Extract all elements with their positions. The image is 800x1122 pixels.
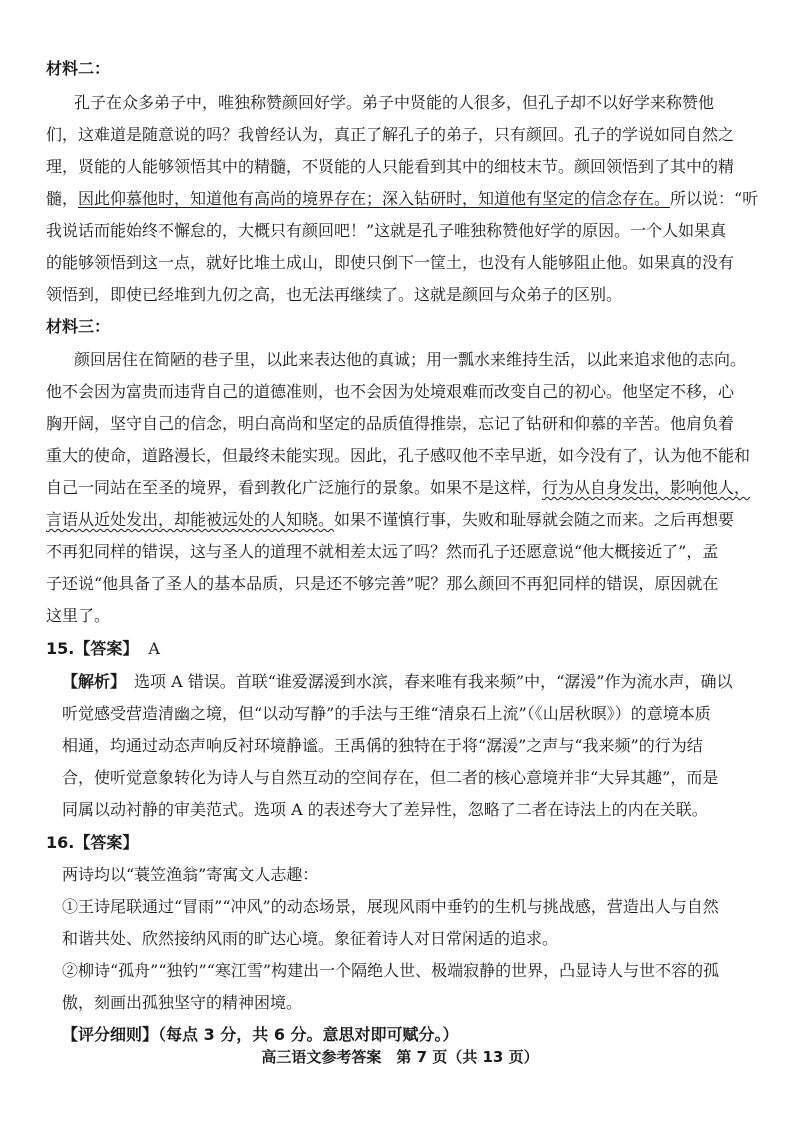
q15-analysis-line-5: 同属以动衬静的审美范式。选项 A 的表述夸大了差异性，忽略了二者在诗法上的内在关联。 [62, 800, 708, 819]
material3-line-7: 不再犯同样的错误，这与圣人的道理不就相差太远了吗？然而孔子还愿意说“他大概接近了”，孟 [46, 542, 719, 561]
material2-line-1: 孔子在众多弟子中，唯独称赞颜回好学。弟子中贤能的人很多，但孔子却不以好学来称赞他 [74, 93, 715, 112]
material3-line-1: 颜回居住在简陋的巷子里，以此来表达他的真诚；用一瓢水来维持生活，以此来追求他的志向。 [74, 350, 747, 369]
material2-line-2: 们，这难道是随意说的吗？我曾经认为，真正了解孔子的弟子，只有颜回。孔子的学说如同自然之 [46, 125, 735, 144]
material3-line-5 [46, 477, 750, 499]
material3-line-2: 他不会因为富贵而违背自己的道德准则，也不会因为处境艰难而改变自己的初心。他坚定不移，心 [46, 382, 735, 401]
q16-line-1: 两诗均以“蓑笠渔翁”寄寓文人志趣： [62, 865, 319, 884]
q15-answer-row [46, 638, 160, 660]
page-footer: 高三语文参考答案 第 7 页（共 13 页） [261, 1048, 539, 1066]
material2-line-7: 领悟到，即使已经堆到九仞之高，也无法再继续了。这就是颜回与众弟子的区别。 [46, 285, 623, 304]
material2-line-4-post: 所以说：“听 [670, 189, 759, 208]
q15-analysis-line-3: 相通，均通过动态声响反衬环境静谧。王禹偁的独特在于将“潺湲”之声与“我来频”的行为结 [62, 736, 703, 755]
q15-analysis-line-4: 合，使听觉意象转化为诗人与自然互动的空间存在，但二者的核心意境并非“大异其趣”，而是 [62, 768, 719, 787]
material3-wavy-part-2: 言语从近处发出，却能被远处的人知晓。 [46, 510, 335, 529]
q15-analysis-line-1: 选项 A 错误。首联“谁爱潺湲到水滨，春来唯有我来频”中，“潺湲”作为流水声，确以 [134, 672, 733, 691]
q15-label: 15.【答案】 [46, 639, 139, 658]
q16-line-4: ②柳诗“孤舟”“独钓”“寒江雪”构建出一个隔绝人世、极端寂静的世界，凸显诗人与世不容的孤 [62, 961, 720, 980]
q16-line-3: 和谐共处、欣然接纳风雨的旷达心境。象征着诗人对日常闲适的追求。 [62, 929, 559, 948]
q16-label: 16.【答案】 [46, 833, 139, 852]
q15-answer: A [148, 639, 160, 658]
material2-underlined-sentence: 因此仰慕他时，知道他有高尚的境界存在；深入钻研时，知道他有坚定的信念存在。 [78, 189, 671, 208]
material2-line-4-pre: 髓， [46, 189, 79, 208]
q15-analysis-line-2: 听觉感受营造清幽之境，但“以动写静”的手法与王维“清泉石上流”（《山居秋暝》）的意境本质 [62, 704, 711, 723]
material3-heading: 材料三： [46, 317, 111, 336]
material2-line-6: 的能够领悟到这一点，就好比堆土成山，即使只倒下一筐土，也没有人能够阻止他。如果真的没有 [46, 253, 735, 272]
q16-line-5: 傲，刻画出孤独坚守的精神困境。 [62, 993, 303, 1012]
material3-line-6 [46, 509, 734, 531]
material3-line-4: 重大的使命，道路漫长，但最终未能实现。因此，孔子感叹他不幸早逝，如今没有了，认为他不能和 [46, 446, 751, 465]
material2-heading: 材料二： [46, 59, 111, 78]
q16-line-2: ①王诗尾联通过“冒雨”“冲风”的动态场景，展现风雨中垂钓的生机与挑战感，营造出人与自然 [62, 897, 719, 916]
material3-line-9: 这里了。 [46, 606, 111, 625]
material3-line-8: 子还说“他具备了圣人的基本品质，只是还不够完善”呢？那么颜回不再犯同样的错误，原因就在 [46, 574, 719, 593]
material3-wavy-part-1: 行为从自身发出，影响他人， [542, 478, 751, 497]
q15-analysis-row [62, 671, 732, 693]
material3-line-6-post: 如果不谨慎行事，失败和耻辱就会随之而来。之后再想要 [334, 510, 735, 529]
material2-line-4 [46, 188, 758, 210]
material3-line-3: 胸开阔，坚守自己的信念，明白高尚和坚定的品质值得推崇，忘记了钻研和仰慕的辛苦。他肩负着 [46, 414, 735, 433]
q16-scoring: 【评分细则】（每点 3 分，共 6 分。意思对即可赋分。） [62, 1025, 459, 1044]
material3-line-5-pre: 自己一同站在至圣的境界，看到教化广泛施行的景象。如果不是这样， [46, 478, 543, 497]
material2-line-5: 我说话而能始终不懈怠的，大概只有颜回吧！”这就是孔子唯独称赞他好学的原因。一个人如果真 [46, 221, 727, 240]
material2-line-3: 理，贤能的人能够领悟其中的精髓，不贤能的人只能看到其中的细枝末节。颜回领悟到了其中的精 [46, 157, 735, 176]
q15-analysis-label: 【解析】 [62, 672, 127, 691]
